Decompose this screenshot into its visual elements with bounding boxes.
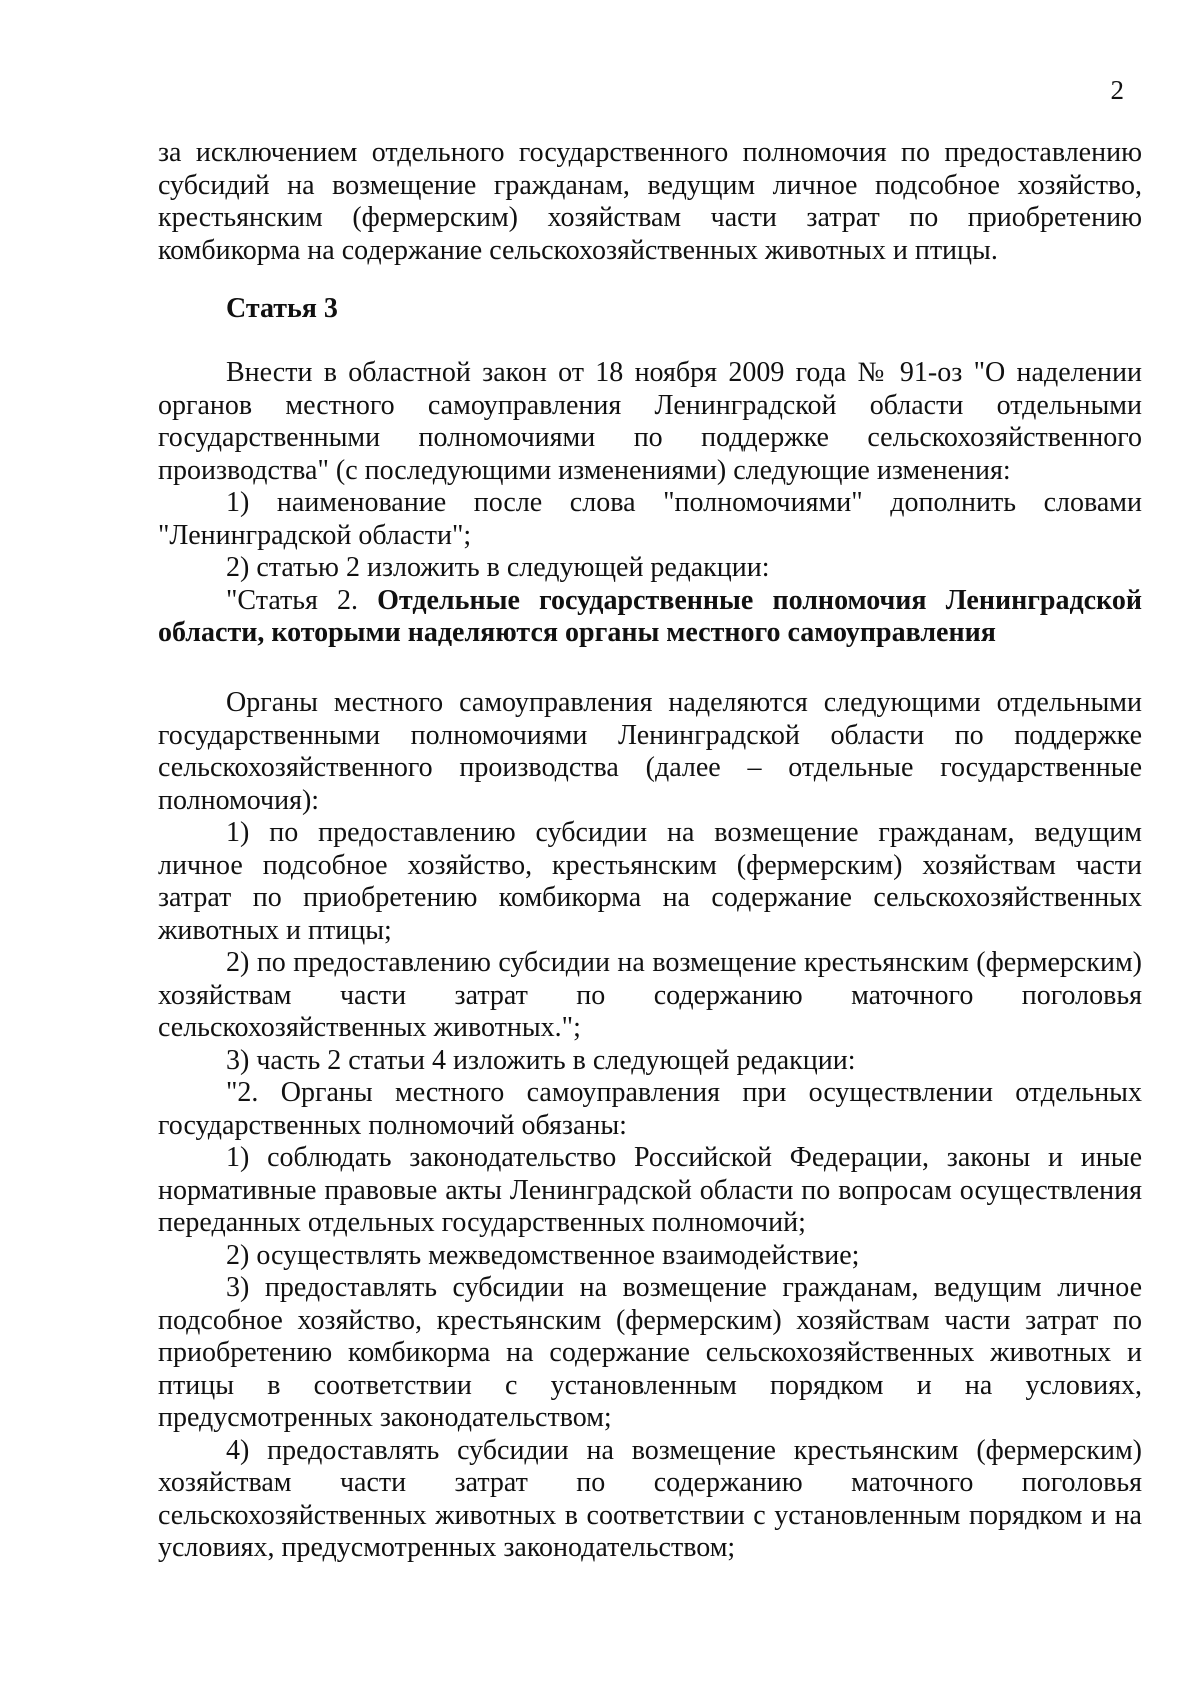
organs-paragraph: Органы местного самоуправления наделяются следующими отдельными государственными полномочиями Ленинградской области по поддержке сельскохозяйственного производства (далее – отдельные государственные полномочия): [158, 687, 1142, 816]
intro-section [158, 137, 1142, 267]
quoted-article-prefix: "Статья 2. [226, 584, 378, 616]
power-item-1: 1) по предоставлению субсидии на возмещение гражданам, ведущим личное подсобное хозяйство, крестьянским (фермерским) хозяйствам части затрат по приобретению комбикорма на содержание сельскохозяйственных животных и птицы; [158, 817, 1142, 946]
duty-item-3: 3) предоставлять субсидии на возмещение гражданам, ведущим личное подсобное хозяйство, крестьянским (фермерским) хозяйствам части затрат по приобретению комбикорма на содержание сельскохозяйственных животных и птицы в соответствии с установленным порядком и на условиях, предусмотренных законодательством; [158, 1272, 1142, 1433]
page-number: 2 [1110, 75, 1124, 105]
article-3-heading-section [158, 293, 1142, 326]
quoted-article-title: Отдельные государственные полномочия Ленинградской области, которыми наделяются органы местного самоуправления [158, 584, 1142, 648]
article-3-amendments [158, 357, 1142, 650]
article-2-body [158, 687, 1142, 1565]
article-3-heading: Статья 3 [226, 293, 338, 324]
article-3-intro: Внести в областной закон от 18 ноября 2009 года № 91-оз "О наделении органов местного самоуправления Ленинградской области отдельными государственными полномочиями по поддержке сельскохозяйственного производства" (с последующими изменениями) следующие изменения: [158, 357, 1142, 486]
part-2-intro: "2. Органы местного самоуправления при осуществлении отдельных государственных полномочий обязаны: [158, 1077, 1142, 1141]
duty-item-4: 4) предоставлять субсидии на возмещение крестьянским (фермерским) хозяйствам части затрат по содержанию маточного поголовья сельскохозяйственных животных в соответствии с установленным порядком и на условиях, предусмотренных законодательством; [158, 1434, 1142, 1563]
intro-paragraph: за исключением отдельного государственного полномочия по предоставлению субсидий на возмещение гражданам, ведущим личное подсобное хозяйство, крестьянским (фермерским) хозяйствам части затрат по приобретению комбикорма на содержание сельскохозяйственных животных и птицы. [158, 137, 1142, 266]
duty-item-2: 2) осуществлять межведомственное взаимодействие; [226, 1239, 860, 1271]
power-item-2: 2) по предоставлению субсидии на возмещение крестьянским (фермерским) хозяйствам части затрат по содержанию маточного поголовья сельскохозяйственных животных."; [158, 947, 1142, 1043]
amendment-item-2: 2) статью 2 изложить в следующей редакции: [226, 552, 770, 583]
duty-item-1: 1) соблюдать законодательство Российской Федерации, законы и иные нормативные правовые акты Ленинградской области по вопросам осуществления переданных отдельных государственных полномочий; [158, 1142, 1142, 1238]
quoted-article-2-title [158, 585, 1142, 650]
amendment-item-1: 1) наименование после слова "полномочиями" дополнить словами "Ленинградской области"; [158, 487, 1142, 551]
amendment-item-3: 3) часть 2 статьи 4 изложить в следующей редакции: [226, 1044, 856, 1076]
